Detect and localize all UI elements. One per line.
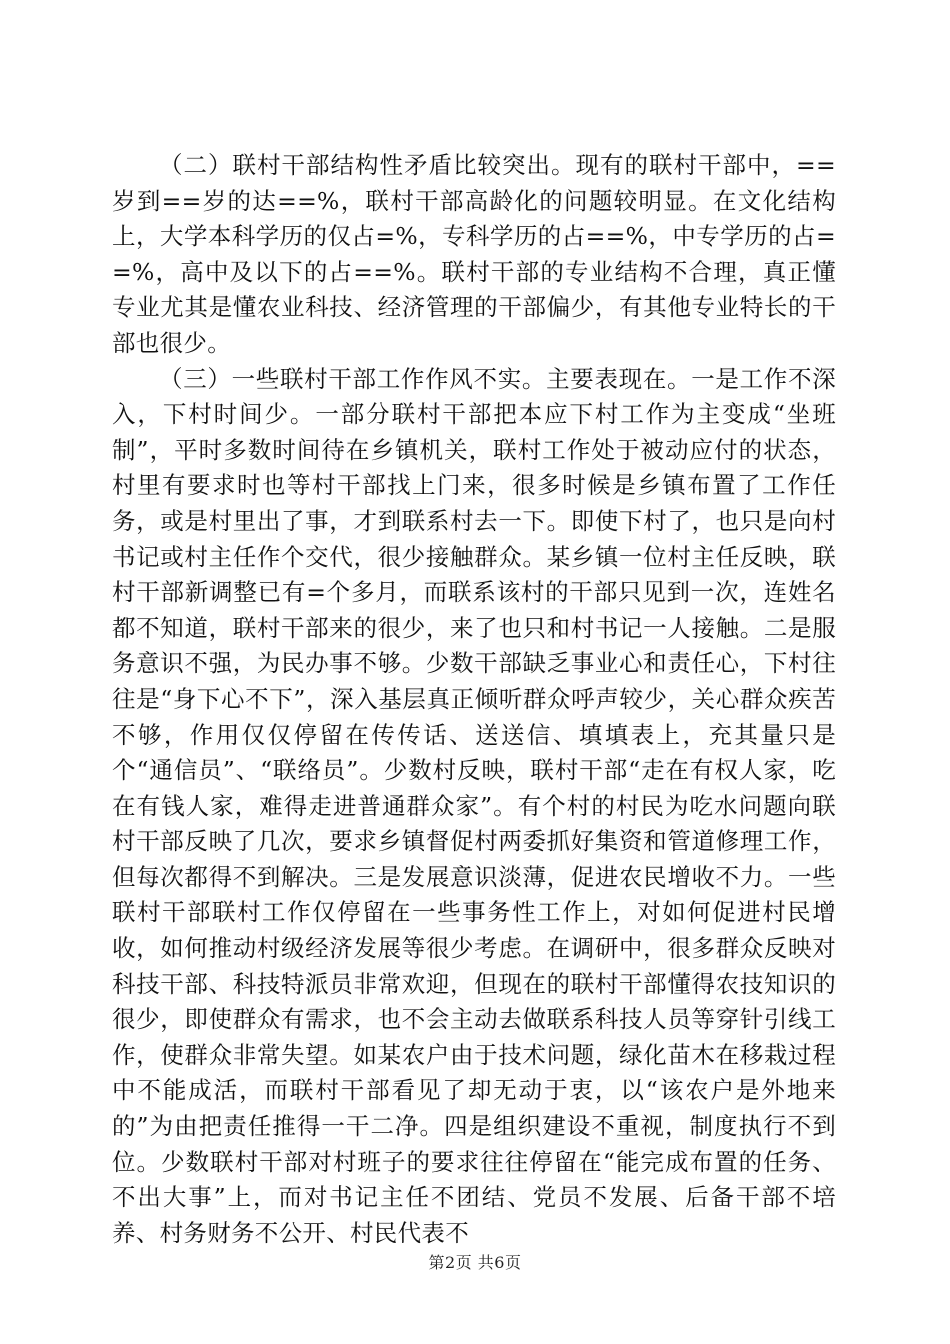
paragraph-work-style: （三）一些联村干部工作作风不实。主要表现在。一是工作不深入，下村时间少。一部分联村干部把本应下村工作为主变成“坐班制”，平时多数时间待在乡镇机关，联村工作处于被动应付的状态，村里有要求时也等村干部找上门来，很多时候是乡镇布置了工作任务，或是村里出了事，才到联系村去一下。即使下村了，也只是向村书记或村主任作个交代，很少接触群众。某乡镇一位村主任反映，联村干部新调整已有=个多月，而联系该村的干部只见到一次，连姓名都不知道，联村干部来的很少，来了也只和村书记一人接触。二是服务意识不强，为民办事不够。少数干部缺乏事业心和责任心，下村往往是“身下心不下”，深入基层真正倾听群众呼声较少，关心群众疾苦不够，作用仅仅停留在传传话、送送信、填填表上，充其量只是个“通信员”、“联络员”。少数村反映，联村干部“走在有权人家，吃在有钱人家，难得走进普通群众家”。有个村的村民为吃水问题向联村干部反映了几次，要求乡镇督促村两委抓好集资和管道修理工作，但每次都得不到解决。三是发展意识淡薄，促进农民增收不力。一些联村干部联村工作仅停留在一些事务性工作上，对如何促进村民增收，如何推动村级经济发展等很少考虑。在调研中，很多群众反映对科技干部、科技特派员非常欢迎，但现在的联村干部懂得农技知识的很少，即使群众有需求，也不会主动去做联系科技人员等穿针引线工作，使群众非常失望。如某农户由于技术问题，绿化苗木在移栽过程中不能成活，而联村干部看见了却无动于衷，以“该农户是外地来的”为由把责任推得一干二净。四是组织建设不重视，制度执行不到位。少数联村干部对村班子的要求往往停留在“能完成布置的任务、不出大事”上，而对书记主任不团结、党员不发展、后备干部不培养、村务财务不公开、村民代表不 xyxy=(112,364,836,1247)
page-footer xyxy=(0,1250,950,1273)
paragraph-structural-conflict: （二）联村干部结构性矛盾比较突出。现有的联村干部中，==岁到==岁的达==%，联村干部高龄化的问题较明显。在文化结构上，大学本科学历的仅占=%，专科学历的占==%，中专学历的占==%，高中及以下的占==%。联村干部的专业结构不合理，真正懂专业尤其是懂农业科技、经济管理的干部偏少，有其他专业特长的干部也很少。 xyxy=(112,151,836,357)
page-number-label: 第2页 共6页 xyxy=(428,1253,522,1272)
document-body xyxy=(112,148,836,1251)
